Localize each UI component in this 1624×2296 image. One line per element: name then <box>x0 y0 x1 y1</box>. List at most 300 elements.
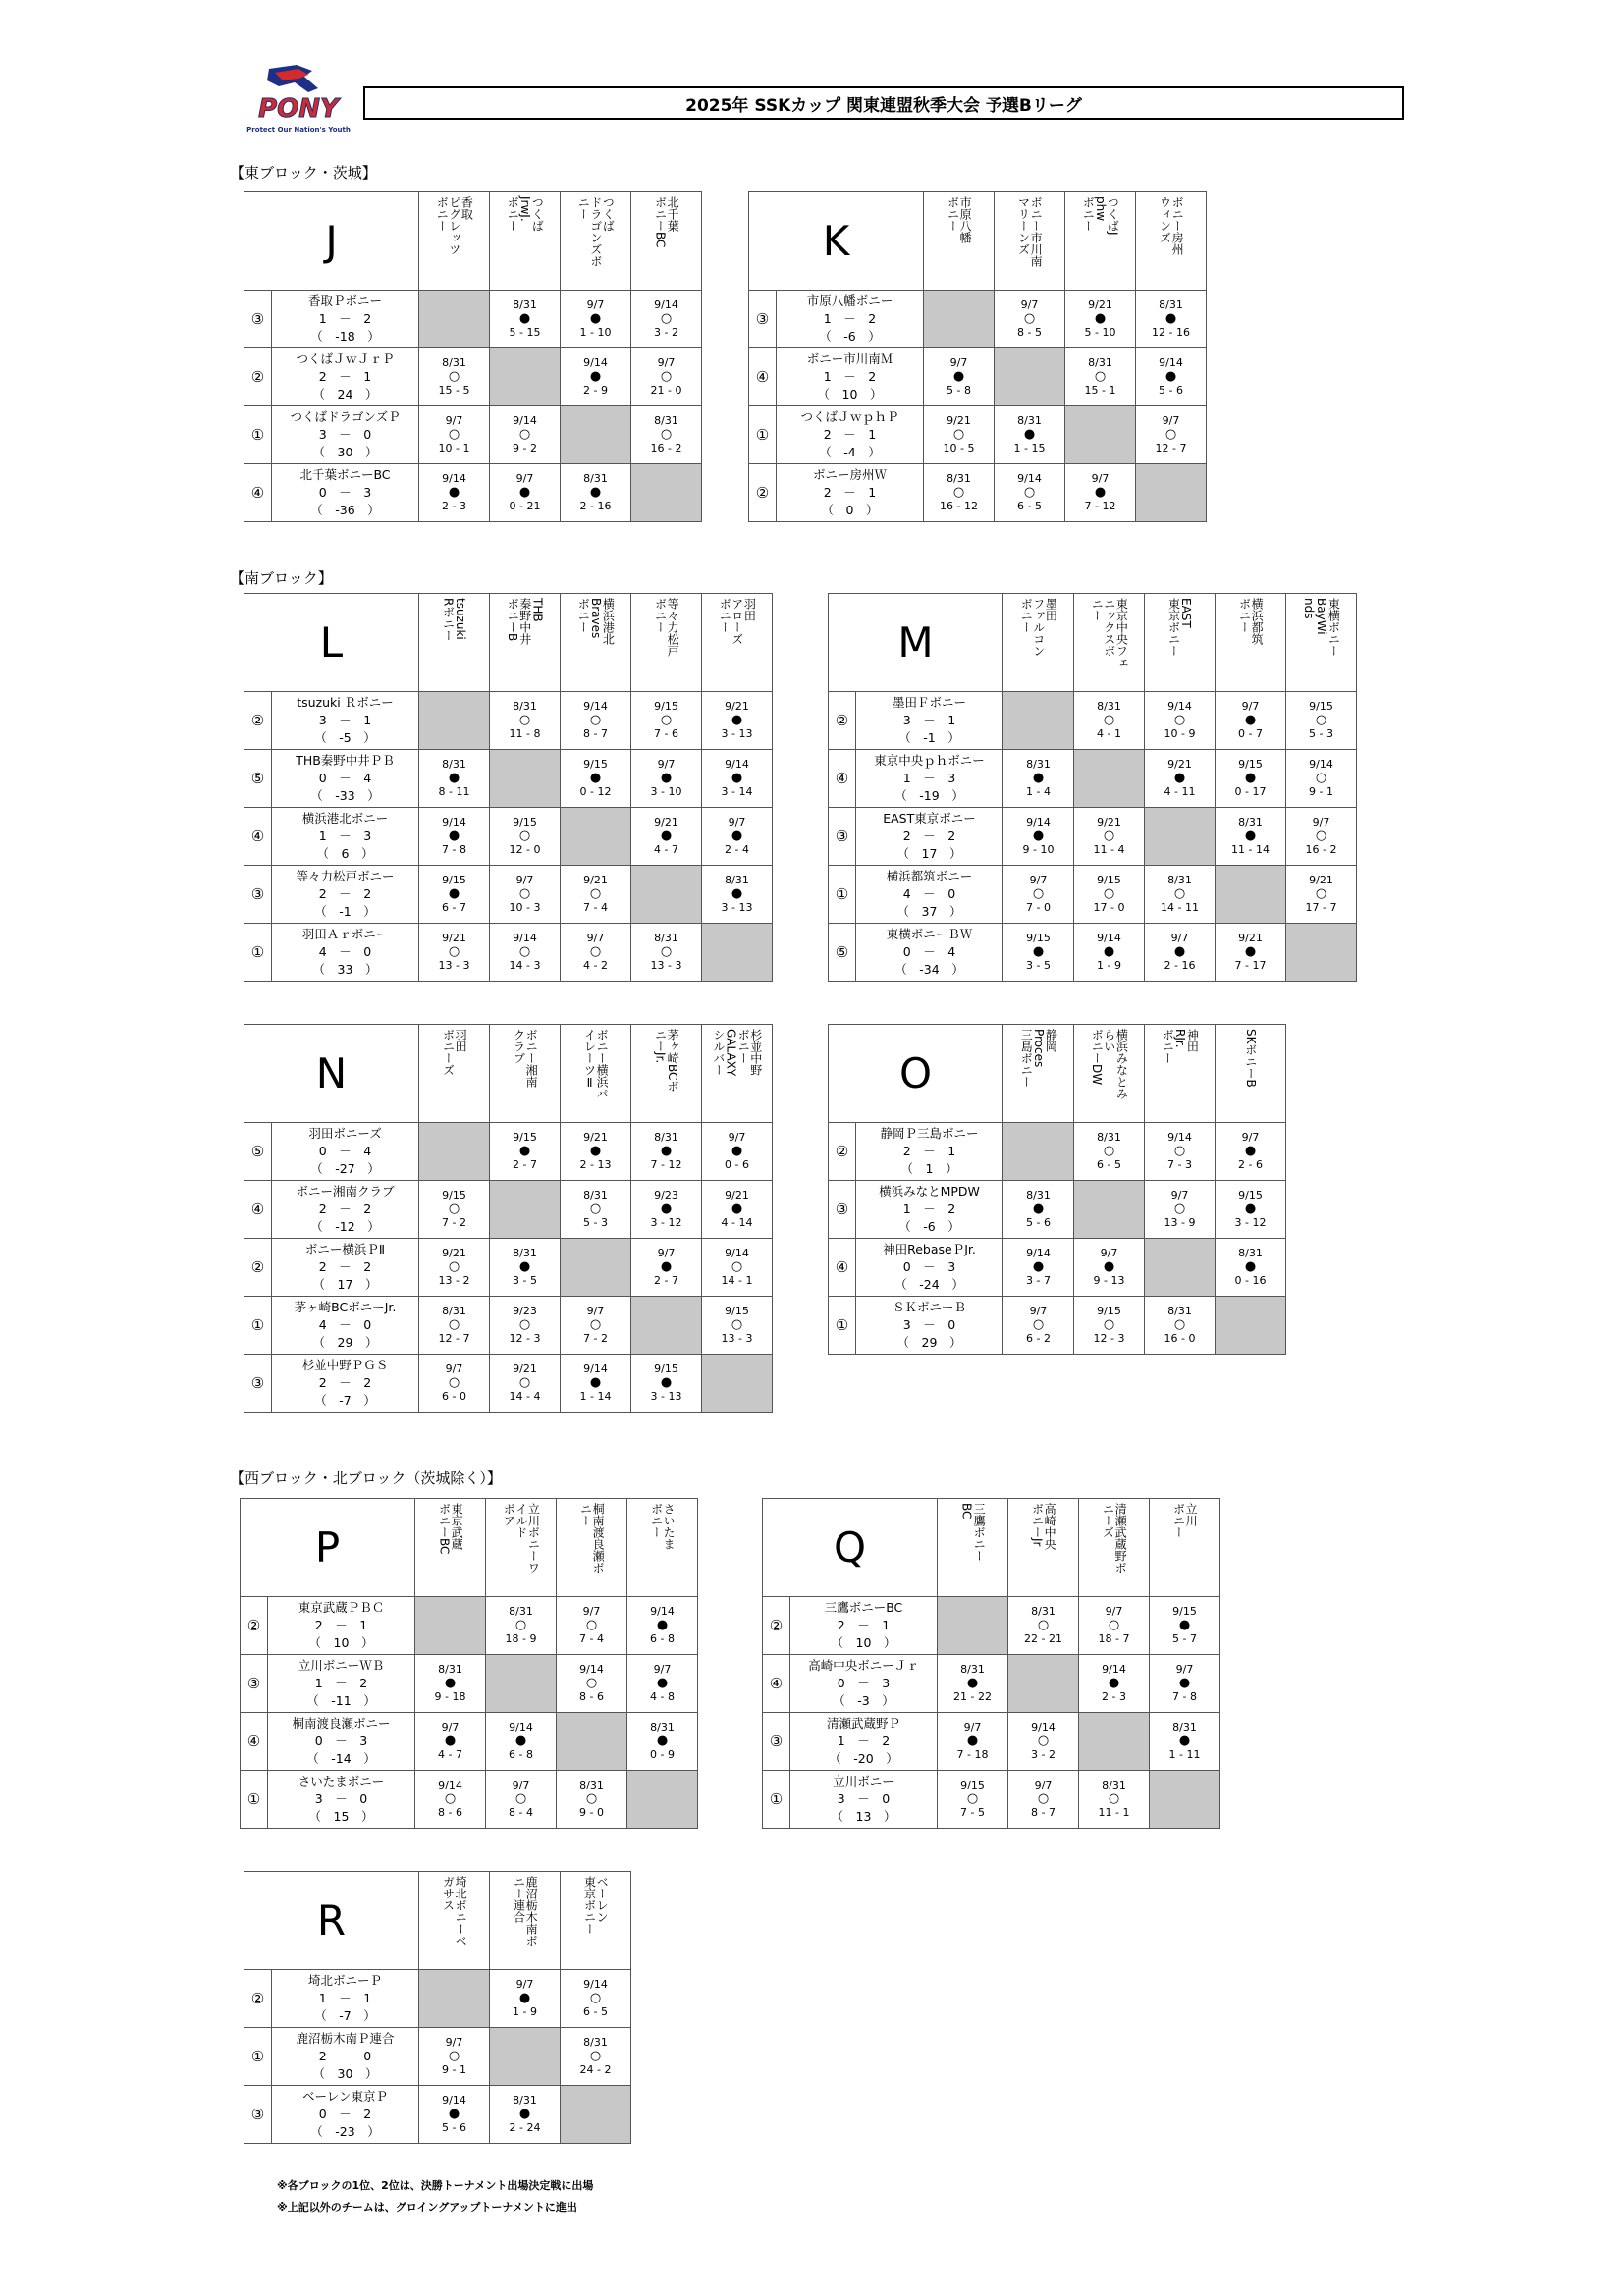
loss-mark-icon: ● <box>1178 1618 1191 1632</box>
rank-badge: ③ <box>749 291 777 348</box>
team-record: 2 － 0 <box>318 2049 372 2063</box>
win-mark-icon: ○ <box>585 1676 598 1690</box>
team-name: ボニー房州Ｗ <box>813 467 888 482</box>
match-date: 9/14 <box>1026 816 1051 828</box>
match-score: 5 - 10 <box>1084 326 1116 339</box>
match-score: 4 - 11 <box>1164 785 1196 798</box>
match-date: 8/31 <box>509 1605 533 1618</box>
match-score: 14 - 1 <box>721 1274 753 1287</box>
rank-badge: ④ <box>829 750 856 808</box>
match-date: 8/31 <box>1097 700 1121 713</box>
match-date: 9/14 <box>513 932 537 944</box>
self-match-cell <box>631 866 702 924</box>
match-score: 0 - 6 <box>725 1158 749 1171</box>
match-cell <box>1003 750 1074 808</box>
column-header-team: ボニー房州 ウィンズ <box>1158 196 1185 255</box>
match-score: 1 - 15 <box>1013 442 1046 454</box>
self-match-cell <box>486 1655 557 1713</box>
match-date: 9/7 <box>586 932 605 944</box>
win-mark-icon: ○ <box>589 1991 602 2005</box>
match-score: 9 - 18 <box>434 1690 466 1703</box>
team-record: 2 － 1 <box>823 427 877 442</box>
loss-mark-icon: ● <box>448 771 460 785</box>
match-score: 11 - 1 <box>1098 1806 1130 1819</box>
match-score: 3 - 2 <box>1031 1748 1056 1761</box>
match-cell <box>1003 808 1074 866</box>
win-mark-icon: ○ <box>1032 886 1045 901</box>
match-date: 9/7 <box>1312 816 1330 828</box>
match-cell <box>561 2028 631 2086</box>
match-date: 9/14 <box>513 414 537 427</box>
win-mark-icon: ○ <box>514 1618 527 1632</box>
match-cell <box>631 1181 702 1239</box>
team-row <box>763 1713 1220 1771</box>
team-name: 鹿沼栃木南Ｐ連合 <box>296 2031 395 2046</box>
match-score: 7 - 6 <box>654 727 678 740</box>
team-record: 3 － 0 <box>837 1791 891 1806</box>
league-letter: L <box>319 618 344 667</box>
match-cell <box>486 1597 557 1655</box>
match-cell <box>1136 348 1207 406</box>
match-score: 8 - 7 <box>583 727 608 740</box>
match-date: 9/21 <box>1167 758 1192 771</box>
team-name: 横浜みなとMPDW <box>879 1184 980 1199</box>
column-header-team: ボニー湘南 クラブ <box>512 1029 539 1088</box>
match-score: 8 - 11 <box>438 785 470 798</box>
league-table-n <box>244 1024 773 1413</box>
team-record: 3 － 0 <box>902 1317 956 1332</box>
match-score: 7 - 12 <box>650 1158 682 1171</box>
win-mark-icon: ○ <box>589 713 602 727</box>
win-mark-icon: ○ <box>589 2049 602 2063</box>
loss-mark-icon: ● <box>518 311 531 326</box>
loss-mark-icon: ● <box>1244 1201 1257 1216</box>
match-date: 8/31 <box>583 2036 608 2049</box>
self-match-cell <box>1065 406 1136 464</box>
self-match-cell <box>419 1123 490 1181</box>
match-cell <box>561 924 631 982</box>
column-header-team: 立川ボニーワ イルド ボア <box>502 1503 541 1574</box>
match-date: 9/14 <box>583 700 608 713</box>
column-header-team: 三鷹ボニー BC <box>959 1503 987 1562</box>
team-name: 北千葉ボニーBC <box>299 467 391 482</box>
team-name: 桐南渡良瀬ボニー <box>292 1716 391 1731</box>
rank-badge: ① <box>244 924 272 982</box>
section-label-south: 【南ブロック】 <box>230 569 333 587</box>
match-score: 8 - 7 <box>1031 1806 1056 1819</box>
match-date: 9/7 <box>1029 874 1048 886</box>
match-cell <box>1145 1181 1216 1239</box>
match-date: 9/15 <box>654 1362 678 1375</box>
team-name: 静岡Ｐ三島ボニー <box>880 1126 979 1141</box>
match-cell <box>1145 924 1216 982</box>
match-score: 12 - 3 <box>1093 1332 1125 1345</box>
match-score: 9 - 10 <box>1022 843 1055 856</box>
team-row <box>244 1355 773 1413</box>
team-row <box>829 1123 1286 1181</box>
rank-badge: ② <box>749 464 777 522</box>
match-date: 9/21 <box>947 414 971 427</box>
match-score: 4 - 7 <box>438 1748 462 1761</box>
column-header-team: 等々力松戸 ボニー <box>653 598 680 657</box>
self-match-cell <box>627 1771 698 1829</box>
rank-badge: ③ <box>829 1181 856 1239</box>
team-row <box>749 464 1207 522</box>
match-date: 9/21 <box>1097 816 1121 828</box>
self-match-cell <box>631 464 702 522</box>
team-name: 神田RebaseＰJr. <box>883 1242 976 1256</box>
match-score: 8 - 4 <box>509 1806 533 1819</box>
match-cell <box>419 1355 490 1413</box>
match-score: 2 - 3 <box>1102 1690 1126 1703</box>
column-header-team: ボニー横浜パ イレーツⅡ <box>582 1029 610 1099</box>
match-cell <box>995 464 1065 522</box>
team-name: 立川ボニー <box>833 1774 894 1789</box>
self-match-cell <box>938 1597 1008 1655</box>
section-label-east: 【東ブロック・茨城】 <box>230 164 377 182</box>
match-date: 9/15 <box>513 816 537 828</box>
league-table-l <box>244 593 773 982</box>
rank-badge: ⑤ <box>829 924 856 982</box>
team-name: 東京中央ｐｈボニー <box>874 753 985 768</box>
match-cell <box>631 1123 702 1181</box>
match-score: 3 - 12 <box>650 1216 682 1229</box>
team-row <box>829 1239 1286 1297</box>
self-match-cell <box>995 348 1065 406</box>
match-score: 16 - 12 <box>940 500 978 512</box>
match-date: 9/15 <box>1309 700 1333 713</box>
match-score: 3 - 10 <box>650 785 682 798</box>
win-mark-icon: ○ <box>448 1201 460 1216</box>
match-cell <box>1216 1181 1286 1239</box>
loss-mark-icon: ● <box>448 828 460 843</box>
match-score: 4 - 1 <box>1097 727 1121 740</box>
column-header-team: ベーレン 東京ボニー <box>582 1876 610 1935</box>
team-run-diff: （ 6 ） <box>316 846 374 861</box>
win-mark-icon: ○ <box>660 311 673 326</box>
match-date: 8/31 <box>513 298 537 311</box>
match-date: 9/7 <box>1175 1663 1194 1676</box>
match-score: 13 - 2 <box>438 1274 470 1287</box>
match-score: 22 - 21 <box>1024 1632 1062 1645</box>
match-score: 0 - 9 <box>650 1748 675 1761</box>
team-run-diff: （ -7 ） <box>314 1393 376 1408</box>
match-cell <box>1145 692 1216 750</box>
rank-badge: ① <box>241 1771 268 1829</box>
team-record: 0 － 3 <box>902 1259 956 1274</box>
self-match-cell <box>1286 924 1357 982</box>
column-header-team: 墨田 ファルコン ボニー <box>1019 598 1058 657</box>
match-date: 9/21 <box>583 874 608 886</box>
team-record: 3 － 0 <box>314 1791 368 1806</box>
match-date: 9/7 <box>586 298 605 311</box>
win-mark-icon: ○ <box>1173 1144 1186 1158</box>
section-label-west-north: 【西ブロック・北ブロック（茨城除く）】 <box>230 1469 502 1487</box>
team-row <box>829 1297 1286 1355</box>
match-cell <box>1286 866 1357 924</box>
team-run-diff: （ -19 ） <box>894 788 964 803</box>
match-cell <box>1136 291 1207 348</box>
win-mark-icon: ○ <box>1032 1317 1045 1332</box>
match-cell <box>490 866 561 924</box>
match-date: 9/7 <box>1170 932 1189 944</box>
team-row <box>749 406 1207 464</box>
match-score: 6 - 7 <box>442 901 466 914</box>
match-date: 9/14 <box>1031 1721 1056 1734</box>
team-record: 2 － 1 <box>318 369 372 384</box>
team-record: 4 － 0 <box>902 886 956 901</box>
loss-mark-icon: ● <box>731 713 743 727</box>
win-mark-icon: ○ <box>1173 713 1186 727</box>
match-date: 9/7 <box>586 1305 605 1317</box>
column-header-team: THB 秦野中井 ボニーB <box>506 598 545 645</box>
match-score: 10 - 3 <box>509 901 541 914</box>
loss-mark-icon: ● <box>1103 944 1115 959</box>
team-run-diff: （ 1 ） <box>900 1161 958 1176</box>
league-letter: M <box>897 618 934 667</box>
loss-mark-icon: ● <box>1244 771 1257 785</box>
self-match-cell <box>1145 808 1216 866</box>
win-mark-icon: ○ <box>1023 311 1036 326</box>
win-mark-icon: ○ <box>731 1259 743 1274</box>
match-score: 3 - 13 <box>721 901 753 914</box>
self-match-cell <box>1003 1123 1074 1181</box>
match-cell <box>490 464 561 522</box>
team-name: EAST東京ボニー <box>883 811 976 826</box>
match-cell <box>1216 692 1286 750</box>
match-cell <box>631 924 702 982</box>
match-cell <box>486 1713 557 1771</box>
team-run-diff: （ 15 ） <box>308 1809 374 1824</box>
match-score: 21 - 22 <box>953 1690 992 1703</box>
team-name: 東横ボニーＢＷ <box>886 927 973 941</box>
win-mark-icon: ○ <box>1023 485 1036 500</box>
team-record: 2 － 1 <box>902 1144 956 1158</box>
match-date: 9/14 <box>442 2094 466 2107</box>
rank-badge: ③ <box>244 2086 272 2144</box>
column-header-team: 市原八幡 ボニー <box>946 196 973 243</box>
match-date: 8/31 <box>1238 1247 1263 1259</box>
match-cell <box>1216 924 1286 982</box>
team-run-diff: （ -27 ） <box>310 1161 380 1176</box>
loss-mark-icon: ● <box>448 886 460 901</box>
match-date: 9/21 <box>442 932 466 944</box>
column-header-team: 鹿沼栃木南ボ ニー連合 <box>512 1876 539 1947</box>
match-date: 9/7 <box>515 1978 534 1991</box>
match-cell <box>490 291 561 348</box>
match-cell <box>1008 1713 1079 1771</box>
match-date: 9/23 <box>654 1189 678 1201</box>
win-mark-icon: ○ <box>1103 1317 1115 1332</box>
match-cell <box>1065 348 1136 406</box>
match-score: 9 - 1 <box>442 2063 466 2076</box>
match-cell <box>702 1239 773 1297</box>
win-mark-icon: ○ <box>589 1317 602 1332</box>
column-header-team: 横浜港北 Braves ボニー <box>576 598 616 645</box>
match-cell <box>557 1655 627 1713</box>
match-score: 7 - 2 <box>442 1216 466 1229</box>
column-header-team: 杉並中野 ボニー GALAXY シルバー <box>711 1029 763 1077</box>
team-name: ボニー湘南クラブ <box>296 1184 395 1199</box>
rank-badge: ④ <box>829 1239 856 1297</box>
match-date: 9/15 <box>960 1779 985 1791</box>
win-mark-icon: ○ <box>448 1259 460 1274</box>
win-mark-icon: ○ <box>660 713 673 727</box>
match-cell <box>995 291 1065 348</box>
match-cell <box>702 692 773 750</box>
match-date: 9/7 <box>1162 414 1180 427</box>
match-score: 3 - 5 <box>1026 959 1051 972</box>
league-table-k <box>748 191 1207 522</box>
match-score: 9 - 13 <box>1093 1274 1125 1287</box>
rank-badge: ② <box>763 1597 790 1655</box>
match-date: 9/15 <box>583 758 608 771</box>
match-date: 8/31 <box>650 1721 675 1734</box>
rank-badge: ① <box>829 1297 856 1355</box>
loss-mark-icon: ● <box>731 1144 743 1158</box>
team-record: 2 － 2 <box>318 1201 372 1216</box>
column-header-team: 横浜みなとみ らい ボニーDW <box>1090 1029 1129 1099</box>
match-date: 8/31 <box>960 1663 985 1676</box>
rank-badge: ③ <box>763 1713 790 1771</box>
match-date: 9/7 <box>582 1605 601 1618</box>
match-cell <box>1145 1123 1216 1181</box>
match-date: 9/14 <box>725 1247 749 1259</box>
match-cell <box>557 1597 627 1655</box>
match-date: 9/7 <box>657 758 676 771</box>
loss-mark-icon: ● <box>1094 311 1107 326</box>
match-date: 9/21 <box>725 700 749 713</box>
team-record: 4 － 0 <box>318 1317 372 1332</box>
team-record: 0 － 3 <box>837 1676 891 1690</box>
loss-mark-icon: ● <box>1244 828 1257 843</box>
match-score: 7 - 0 <box>1026 901 1051 914</box>
match-score: 11 - 4 <box>1093 843 1125 856</box>
match-score: 14 - 3 <box>509 959 541 972</box>
match-score: 1 - 10 <box>579 326 612 339</box>
column-header-team: SKボニーB <box>1243 1029 1258 1088</box>
self-match-cell <box>1003 692 1074 750</box>
match-date: 8/31 <box>725 874 749 886</box>
match-score: 12 - 7 <box>1155 442 1187 454</box>
match-score: 1 - 11 <box>1168 1748 1201 1761</box>
match-score: 5 - 7 <box>1172 1632 1197 1645</box>
match-cell <box>627 1597 698 1655</box>
match-cell <box>419 750 490 808</box>
team-run-diff: （ 17 ） <box>312 1277 378 1292</box>
loss-mark-icon: ● <box>518 485 531 500</box>
match-score: 7 - 8 <box>442 843 466 856</box>
team-name: ボニー横浜ＰⅡ <box>304 1242 386 1256</box>
team-name: 香取Ｐボニー <box>308 294 383 308</box>
loss-mark-icon: ● <box>589 1144 602 1158</box>
column-header-team: 茅ヶ崎BCボ ニーJr. <box>653 1029 680 1093</box>
rank-badge: ④ <box>244 464 272 522</box>
match-cell <box>1216 750 1286 808</box>
self-match-cell <box>1216 1297 1286 1355</box>
match-date: 9/7 <box>1100 1247 1118 1259</box>
match-date: 9/21 <box>442 1247 466 1259</box>
self-match-cell <box>490 2028 561 2086</box>
win-mark-icon: ○ <box>1108 1618 1120 1632</box>
match-date: 8/31 <box>583 1189 608 1201</box>
team-record: 1 － 2 <box>823 311 877 326</box>
loss-mark-icon: ● <box>518 1259 531 1274</box>
match-date: 9/7 <box>1241 1131 1260 1144</box>
team-name: ボニー市川南Ｍ <box>806 351 893 366</box>
match-cell <box>1216 1239 1286 1297</box>
self-match-cell <box>557 1713 627 1771</box>
match-cell <box>1074 866 1145 924</box>
match-score: 5 - 6 <box>1026 1216 1051 1229</box>
match-score: 2 - 13 <box>579 1158 612 1171</box>
note-1: ※各ブロックの1位、2位は、決勝トーナメント出場決定戦に出場 <box>277 2179 594 2192</box>
match-date: 8/31 <box>442 356 466 369</box>
svg-text:Protect Our Nation's Youth: Protect Our Nation's Youth <box>246 126 351 133</box>
team-record: 2 － 1 <box>314 1618 368 1632</box>
match-cell <box>1145 1297 1216 1355</box>
match-date: 8/31 <box>1159 298 1183 311</box>
match-date: 9/7 <box>1034 1779 1053 1791</box>
match-date: 9/7 <box>657 1247 676 1259</box>
match-date: 9/15 <box>1238 1189 1263 1201</box>
match-cell <box>490 406 561 464</box>
match-score: 4 - 7 <box>654 843 678 856</box>
win-mark-icon: ○ <box>514 1791 527 1806</box>
match-score: 11 - 8 <box>509 727 541 740</box>
team-record: 1 － 3 <box>318 828 372 843</box>
column-header-team: 香取 ピグレッツ ボニー <box>435 196 474 255</box>
match-cell <box>419 464 490 522</box>
match-cell <box>419 2028 490 2086</box>
match-date: 8/31 <box>1238 816 1263 828</box>
match-date: 9/7 <box>1105 1605 1123 1618</box>
loss-mark-icon: ● <box>1244 1144 1257 1158</box>
team-run-diff: （ 10 ） <box>817 387 883 401</box>
match-cell <box>561 348 631 406</box>
match-score: 5 - 8 <box>947 384 971 397</box>
team-row <box>829 750 1357 808</box>
loss-mark-icon: ● <box>731 828 743 843</box>
team-run-diff: （ -18 ） <box>310 329 380 344</box>
match-cell <box>1079 1597 1150 1655</box>
win-mark-icon: ○ <box>518 828 531 843</box>
team-record: 4 － 0 <box>318 944 372 959</box>
team-record: 2 － 1 <box>837 1618 891 1632</box>
team-row <box>244 1123 773 1181</box>
match-score: 2 - 16 <box>1164 959 1196 972</box>
self-match-cell <box>1074 1181 1145 1239</box>
match-cell <box>1065 464 1136 522</box>
team-run-diff: （ -11 ） <box>306 1693 376 1708</box>
self-match-cell <box>1145 1239 1216 1297</box>
rank-badge: ⑤ <box>244 1123 272 1181</box>
match-date: 8/31 <box>1167 874 1192 886</box>
match-score: 13 - 3 <box>650 959 682 972</box>
match-cell <box>924 348 995 406</box>
match-score: 6 - 5 <box>1017 500 1042 512</box>
loss-mark-icon: ● <box>1164 369 1177 384</box>
match-score: 7 - 12 <box>1084 500 1116 512</box>
match-cell <box>561 1181 631 1239</box>
column-header-team: つくば JrwJ. ボニー <box>506 196 545 232</box>
league-letter: O <box>898 1049 933 1097</box>
loss-mark-icon: ● <box>1244 944 1257 959</box>
team-row <box>829 692 1357 750</box>
match-date: 8/31 <box>442 758 466 771</box>
match-date: 9/7 <box>445 1362 463 1375</box>
loss-mark-icon: ● <box>1244 1259 1257 1274</box>
